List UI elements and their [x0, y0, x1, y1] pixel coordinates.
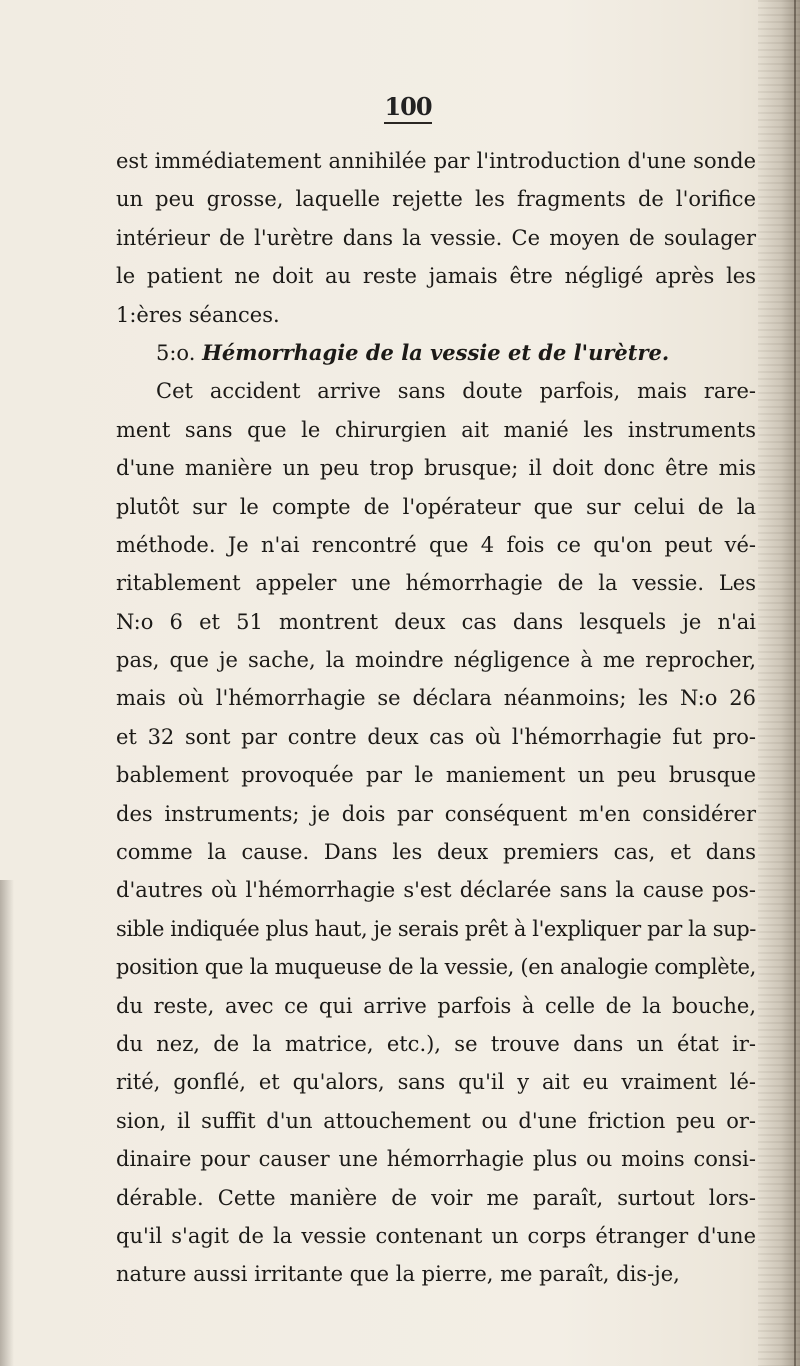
text-line: sible indiquée plus haut, je serais prêt à l'expliquer par la sup- [116, 916, 756, 941]
page-left-shadow [0, 880, 14, 1366]
text-line: est immédiatement annihilée par l'introduction d'une sonde [116, 149, 756, 173]
text-line: dérable. Cette manière de voir me paraît, surtout lors- [116, 1185, 756, 1210]
text-line: méthode. Je n'ai rencontré que 4 fois ce qu'on peut vé- [116, 532, 756, 557]
text-line: N:o 6 et 51 montrent deux cas dans lesquels je n'ai [116, 609, 756, 634]
text-line: plutôt sur le compte de l'opérateur que sur celui de la [116, 494, 756, 519]
text-line: d'une manière un peu trop brusque; il doit donc être mis [116, 456, 756, 481]
text-line: comme la cause. Dans les deux premiers cas, et dans [116, 840, 756, 865]
text-line: et 32 sont par contre deux cas où l'hémorrhagie fut pro- [116, 724, 756, 749]
section-heading [116, 334, 756, 372]
text-line: dinaire pour causer une hémorrhagie plus ou moins consi- [116, 1147, 756, 1172]
page-number [0, 92, 800, 124]
text-line: du nez, de la matrice, etc.), se trouve dans un état ir- [116, 1031, 756, 1056]
binding-line [794, 0, 796, 1366]
text-line: le patient ne doit au reste jamais être négligé après les [116, 264, 756, 289]
body-text [116, 142, 756, 1294]
text-line: rité, gonflé, et qu'alors, sans qu'il y ait eu vraiment lé- [116, 1070, 756, 1095]
text-line: nature aussi irritante que la pierre, me paraît, dis-je, [116, 1262, 680, 1287]
text-line: des instruments; je dois par conséquent m'en considérer [116, 801, 756, 826]
text-line: position que la muqueuse de la vessie, (en analogie complète, [116, 955, 756, 980]
text-line: d'autres où l'hémorrhagie s'est déclarée sans la cause pos- [116, 878, 756, 903]
section-heading-number: 5:o. [156, 340, 196, 365]
section-heading-title: Hémorrhagie de la vessie et de l'urètre. [202, 339, 670, 365]
text-line: pas, que je sache, la moindre négligence à me reprocher, [116, 648, 756, 673]
text-line: 1:ères séances. [116, 302, 280, 327]
text-line: qu'il s'agit de la vessie contenant un corps étranger d'une [116, 1223, 756, 1248]
text-line: Cet accident arrive sans doute parfois, mais rare- [156, 379, 756, 404]
text-line: mais où l'hémorrhagie se déclara néanmoins; les N:o 26 [116, 686, 756, 711]
text-line: ritablement appeler une hémorrhagie de la vessie. Les [116, 571, 756, 596]
text-line: du reste, avec ce qui arrive parfois à celle de la bouche, [116, 993, 756, 1018]
text-line: ment sans que le chirurgien ait manié les instruments [116, 417, 756, 442]
text-line: bablement provoquée par le maniement un peu brusque [116, 763, 756, 788]
text-line: un peu grosse, laquelle rejette les fragments de l'orifice [116, 187, 756, 212]
text-line: intérieur de l'urètre dans la vessie. Ce moyen de soulager [116, 225, 756, 250]
page-number-text: 100 [384, 94, 431, 124]
text-line: sion, il suffit d'un attouchement ou d'une friction peu or- [116, 1108, 756, 1133]
